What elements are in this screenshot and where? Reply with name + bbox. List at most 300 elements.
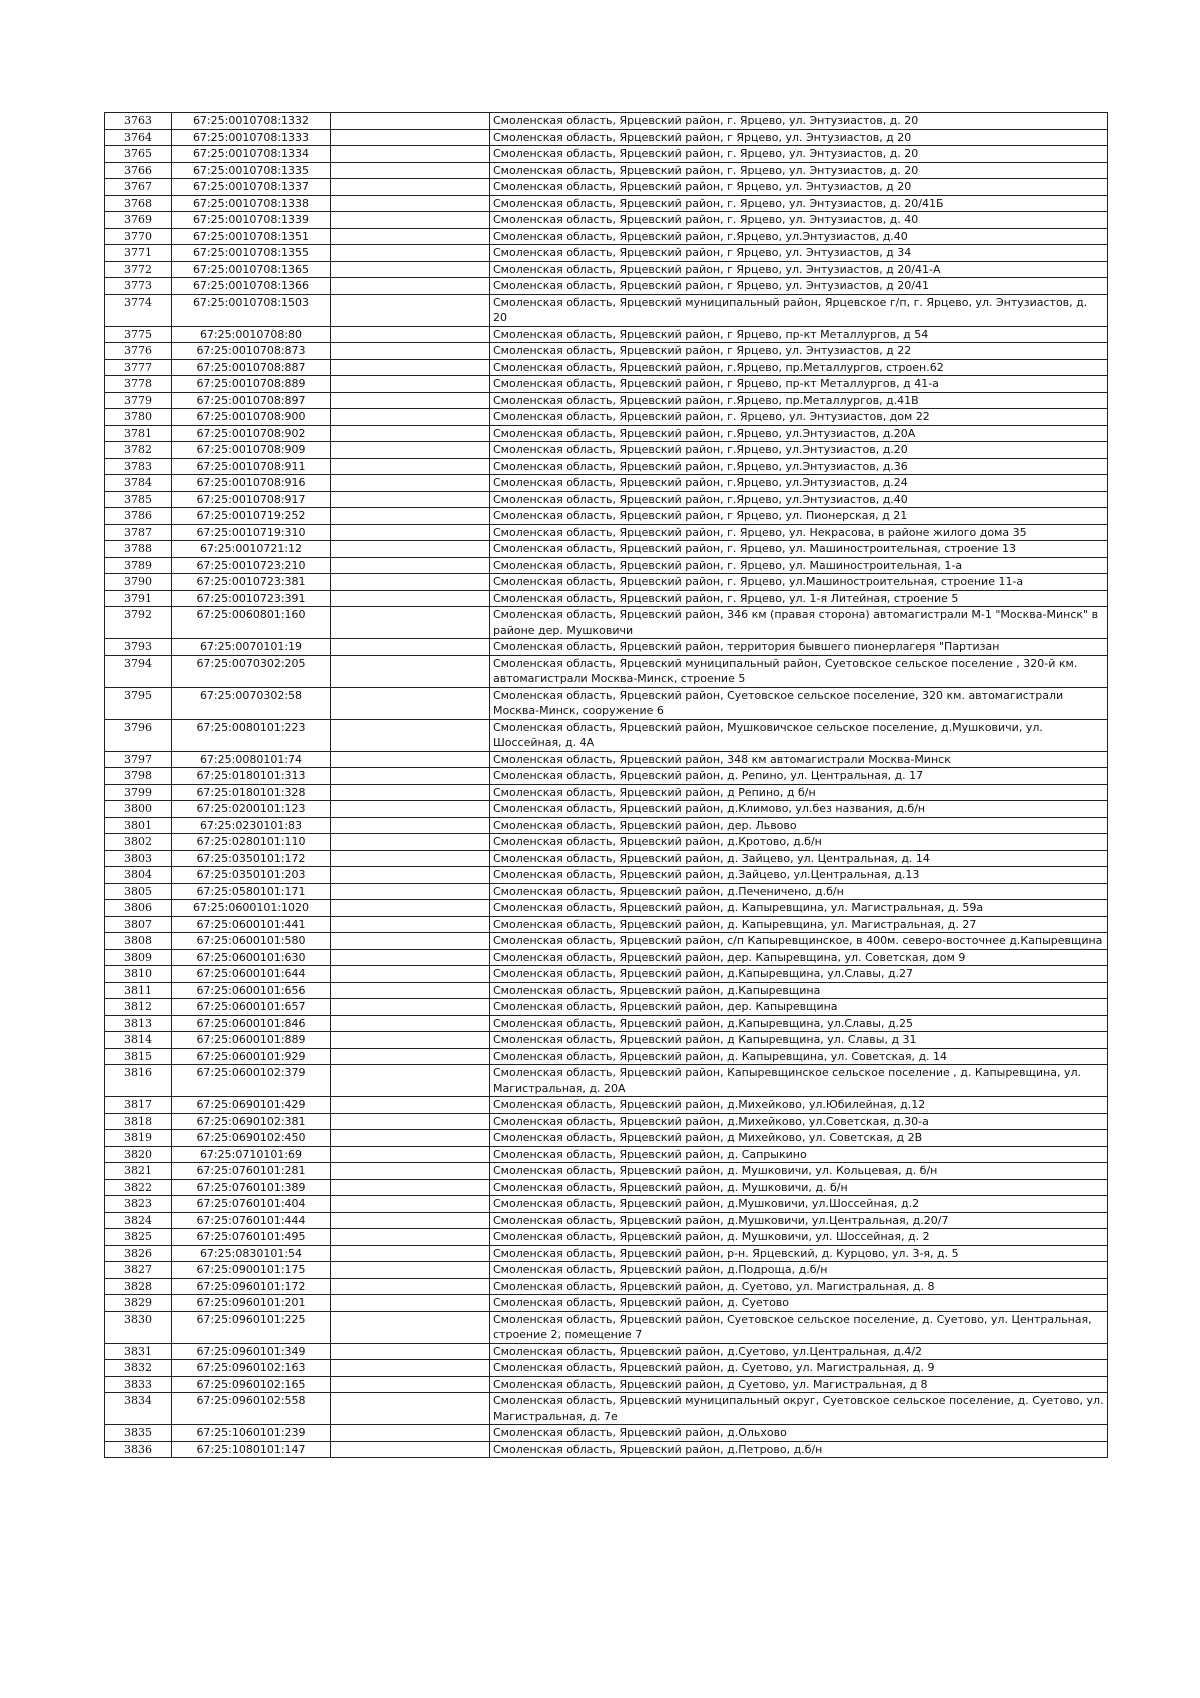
address-cell: Смоленская область, Ярцевский район, г. Ярцево, ул. 1-я Литейная, строение 5	[490, 590, 1108, 607]
address-cell: Смоленская область, Ярцевский район, Суетовское сельское поселение, 320 км. автомагистрали Москва-Минск, сооружение 6	[490, 687, 1108, 719]
row-number-cell: 3795	[105, 687, 172, 719]
address-cell: Смоленская область, Ярцевский район, г Ярцево, пр-кт Металлургов, д 54	[490, 326, 1108, 343]
property-registry-table	[104, 112, 1108, 1458]
row-number-cell: 3828	[105, 1278, 172, 1295]
table-row	[105, 1196, 1108, 1213]
address-cell: Смоленская область, Ярцевский район, д.Капыревщина, ул.Славы, д.25	[490, 1015, 1108, 1032]
address-cell: Смоленская область, Ярцевский муниципальный район, Суетовское сельское поселение , 320-й км. автомагистрали Москва-Минск, строение 5	[490, 655, 1108, 687]
empty-cell	[331, 933, 490, 950]
address-cell: Смоленская область, Ярцевский район, г. Ярцево, ул. Энтузиастов, д. 20	[490, 113, 1108, 130]
cadastral-number-cell: 67:25:0010708:1333	[172, 129, 331, 146]
table-row	[105, 834, 1108, 851]
table-row	[105, 1262, 1108, 1279]
row-number-cell: 3790	[105, 574, 172, 591]
empty-cell	[331, 607, 490, 639]
table-row	[105, 343, 1108, 360]
empty-cell	[331, 1278, 490, 1295]
row-number-cell: 3810	[105, 966, 172, 983]
table-row	[105, 491, 1108, 508]
address-cell: Смоленская область, Ярцевский район, г. Ярцево, ул. Энтузиастов, д. 40	[490, 212, 1108, 229]
row-number-cell: 3765	[105, 146, 172, 163]
empty-cell	[331, 1229, 490, 1246]
cadastral-number-cell: 67:25:0230101:83	[172, 817, 331, 834]
address-cell: Смоленская область, Ярцевский район, г. Ярцево, ул. Некрасова, в районе жилого дома 35	[490, 524, 1108, 541]
cadastral-number-cell: 67:25:0010708:1355	[172, 245, 331, 262]
cadastral-number-cell: 67:25:0600101:580	[172, 933, 331, 950]
cadastral-number-cell: 67:25:0600102:379	[172, 1065, 331, 1097]
address-cell: Смоленская область, Ярцевский район, д.Кротово, д.б/н	[490, 834, 1108, 851]
table-row	[105, 1311, 1108, 1343]
table-row	[105, 1113, 1108, 1130]
cadastral-number-cell: 67:25:0080101:223	[172, 719, 331, 751]
address-cell: Смоленская область, Ярцевский район, р-н. Ярцевский, д. Курцово, ул. 3-я, д. 5	[490, 1245, 1108, 1262]
address-cell: Смоленская область, Ярцевский район, г Ярцево, ул. Энтузиастов, д 34	[490, 245, 1108, 262]
row-number-cell: 3827	[105, 1262, 172, 1279]
cadastral-number-cell: 67:25:0010708:917	[172, 491, 331, 508]
address-cell: Смоленская область, Ярцевский район, г Ярцево, ул. Энтузиастов, д 20/41	[490, 278, 1108, 295]
empty-cell	[331, 1163, 490, 1180]
row-number-cell: 3825	[105, 1229, 172, 1246]
empty-cell	[331, 1262, 490, 1279]
address-cell: Смоленская область, Ярцевский район, д.Мушковичи, ул.Центральная, д.20/7	[490, 1212, 1108, 1229]
cadastral-number-cell: 67:25:0760101:281	[172, 1163, 331, 1180]
cadastral-number-cell: 67:25:0690102:450	[172, 1130, 331, 1147]
address-cell: Смоленская область, Ярцевский район, г.Ярцево, пр.Металлургов, строен.62	[490, 359, 1108, 376]
row-number-cell: 3830	[105, 1311, 172, 1343]
empty-cell	[331, 1048, 490, 1065]
address-cell: Смоленская область, Ярцевский район, Суетовское сельское поселение, д. Суетово, ул. Центральная, строение 2, помещение 7	[490, 1311, 1108, 1343]
cadastral-number-cell: 67:25:0010708:1338	[172, 195, 331, 212]
table-row	[105, 1130, 1108, 1147]
row-number-cell: 3833	[105, 1376, 172, 1393]
table-row	[105, 376, 1108, 393]
table-row	[105, 999, 1108, 1016]
row-number-cell: 3822	[105, 1179, 172, 1196]
address-cell: Смоленская область, Ярцевский район, дер. Капыревщина	[490, 999, 1108, 1016]
empty-cell	[331, 458, 490, 475]
table-row	[105, 1441, 1108, 1458]
cadastral-number-cell: 67:25:0960101:201	[172, 1295, 331, 1312]
row-number-cell: 3798	[105, 768, 172, 785]
row-number-cell: 3804	[105, 867, 172, 884]
row-number-cell: 3826	[105, 1245, 172, 1262]
address-cell: Смоленская область, Ярцевский район, г.Ярцево, ул.Энтузиастов, д.36	[490, 458, 1108, 475]
cadastral-number-cell: 67:25:0580101:171	[172, 883, 331, 900]
row-number-cell: 3793	[105, 639, 172, 656]
empty-cell	[331, 1295, 490, 1312]
address-cell: Смоленская область, Ярцевский район, д.Климово, ул.без названия, д.б/н	[490, 801, 1108, 818]
address-cell: Смоленская область, Ярцевский район, г. Ярцево, ул. Машиностроительная, 1-а	[490, 557, 1108, 574]
table-row	[105, 524, 1108, 541]
empty-cell	[331, 574, 490, 591]
address-cell: Смоленская область, Ярцевский район, д. Мушковичи, д. б/н	[490, 1179, 1108, 1196]
address-cell: Смоленская область, Ярцевский район, Капыревщинское сельское поселение , д. Капыревщина, ул. Магистральная, д. 20А	[490, 1065, 1108, 1097]
empty-cell	[331, 999, 490, 1016]
empty-cell	[331, 392, 490, 409]
empty-cell	[331, 719, 490, 751]
row-number-cell: 3824	[105, 1212, 172, 1229]
table-row	[105, 1376, 1108, 1393]
table-row	[105, 801, 1108, 818]
row-number-cell: 3799	[105, 784, 172, 801]
row-number-cell: 3797	[105, 751, 172, 768]
address-cell: Смоленская область, Ярцевский район, г. Ярцево, ул.Машиностроительная, строение 11-а	[490, 574, 1108, 591]
empty-cell	[331, 475, 490, 492]
row-number-cell: 3781	[105, 425, 172, 442]
address-cell: Смоленская область, Ярцевский район, д.Петрово, д.б/н	[490, 1441, 1108, 1458]
cadastral-number-cell: 67:25:0350101:172	[172, 850, 331, 867]
empty-cell	[331, 425, 490, 442]
registry-table-body	[105, 113, 1108, 1458]
cadastral-number-cell: 67:25:0010723:381	[172, 574, 331, 591]
row-number-cell: 3801	[105, 817, 172, 834]
table-row	[105, 1065, 1108, 1097]
row-number-cell: 3771	[105, 245, 172, 262]
row-number-cell: 3819	[105, 1130, 172, 1147]
cadastral-number-cell: 67:25:0600101:889	[172, 1032, 331, 1049]
table-row	[105, 1360, 1108, 1377]
row-number-cell: 3778	[105, 376, 172, 393]
address-cell: Смоленская область, Ярцевский район, г. Ярцево, ул. Машиностроительная, строение 13	[490, 541, 1108, 558]
cadastral-number-cell: 67:25:0070302:58	[172, 687, 331, 719]
cadastral-number-cell: 67:25:0600101:657	[172, 999, 331, 1016]
table-row	[105, 1015, 1108, 1032]
table-row	[105, 508, 1108, 525]
row-number-cell: 3787	[105, 524, 172, 541]
row-number-cell: 3773	[105, 278, 172, 295]
row-number-cell: 3783	[105, 458, 172, 475]
address-cell: Смоленская область, Ярцевский район, д. Сапрыкино	[490, 1146, 1108, 1163]
address-cell: Смоленская область, Ярцевский район, д. Капыревщина, ул. Советская, д. 14	[490, 1048, 1108, 1065]
address-cell: Смоленская область, Ярцевский район, д.Печеничено, д.б/н	[490, 883, 1108, 900]
address-cell: Смоленская область, Ярцевский район, д. Зайцево, ул. Центральная, д. 14	[490, 850, 1108, 867]
row-number-cell: 3767	[105, 179, 172, 196]
empty-cell	[331, 1245, 490, 1262]
empty-cell	[331, 1179, 490, 1196]
cadastral-number-cell: 67:25:0960101:349	[172, 1343, 331, 1360]
address-cell: Смоленская область, Ярцевский район, д.Зайцево, ул.Центральная, д.13	[490, 867, 1108, 884]
table-row	[105, 392, 1108, 409]
address-cell: Смоленская область, Ярцевский район, г Ярцево, пр-кт Металлургов, д 41-а	[490, 376, 1108, 393]
empty-cell	[331, 179, 490, 196]
empty-cell	[331, 129, 490, 146]
table-row	[105, 541, 1108, 558]
address-cell: Смоленская область, Ярцевский район, д Репино, д б/н	[490, 784, 1108, 801]
cadastral-number-cell: 67:25:0760101:495	[172, 1229, 331, 1246]
row-number-cell: 3785	[105, 491, 172, 508]
table-row	[105, 867, 1108, 884]
table-row	[105, 195, 1108, 212]
table-row	[105, 1229, 1108, 1246]
table-row	[105, 1245, 1108, 1262]
address-cell: Смоленская область, Ярцевский район, д.Суетово, ул.Центральная, д.4/2	[490, 1343, 1108, 1360]
row-number-cell: 3814	[105, 1032, 172, 1049]
empty-cell	[331, 228, 490, 245]
cadastral-number-cell: 67:25:0600101:1020	[172, 900, 331, 917]
row-number-cell: 3791	[105, 590, 172, 607]
cadastral-number-cell: 67:25:0280101:110	[172, 834, 331, 851]
table-row	[105, 475, 1108, 492]
table-row	[105, 278, 1108, 295]
cadastral-number-cell: 67:25:0600101:846	[172, 1015, 331, 1032]
address-cell: Смоленская область, Ярцевский район, дер. Капыревщина, ул. Советская, дом 9	[490, 949, 1108, 966]
empty-cell	[331, 982, 490, 999]
empty-cell	[331, 524, 490, 541]
address-cell: Смоленская область, Ярцевский район, д. Мушковичи, ул. Кольцевая, д. б/н	[490, 1163, 1108, 1180]
empty-cell	[331, 751, 490, 768]
row-number-cell: 3789	[105, 557, 172, 574]
row-number-cell: 3831	[105, 1343, 172, 1360]
empty-cell	[331, 1015, 490, 1032]
address-cell: Смоленская область, Ярцевский район, д. Суетово	[490, 1295, 1108, 1312]
cadastral-number-cell: 67:25:0010708:80	[172, 326, 331, 343]
row-number-cell: 3788	[105, 541, 172, 558]
cadastral-number-cell: 67:25:0180101:313	[172, 768, 331, 785]
cadastral-number-cell: 67:25:0010708:1339	[172, 212, 331, 229]
cadastral-number-cell: 67:25:0010719:252	[172, 508, 331, 525]
empty-cell	[331, 1212, 490, 1229]
table-row	[105, 1425, 1108, 1442]
cadastral-number-cell: 67:25:0830101:54	[172, 1245, 331, 1262]
table-row	[105, 113, 1108, 130]
empty-cell	[331, 817, 490, 834]
cadastral-number-cell: 67:25:0690101:429	[172, 1097, 331, 1114]
empty-cell	[331, 834, 490, 851]
address-cell: Смоленская область, Ярцевский район, д Суетово, ул. Магистральная, д 8	[490, 1376, 1108, 1393]
table-row	[105, 359, 1108, 376]
empty-cell	[331, 1032, 490, 1049]
empty-cell	[331, 784, 490, 801]
table-row	[105, 719, 1108, 751]
table-row	[105, 179, 1108, 196]
table-row	[105, 817, 1108, 834]
address-cell: Смоленская область, Ярцевский муниципальный район, Ярцевское г/п, г. Ярцево, ул. Энтузиастов, д. 20	[490, 294, 1108, 326]
address-cell: Смоленская область, Ярцевский район, д. Капыревщина, ул. Магистральная, д. 27	[490, 916, 1108, 933]
empty-cell	[331, 326, 490, 343]
table-row	[105, 458, 1108, 475]
cadastral-number-cell: 67:25:0760101:404	[172, 1196, 331, 1213]
cadastral-number-cell: 67:25:0080101:74	[172, 751, 331, 768]
table-row	[105, 850, 1108, 867]
empty-cell	[331, 801, 490, 818]
row-number-cell: 3779	[105, 392, 172, 409]
row-number-cell: 3821	[105, 1163, 172, 1180]
address-cell: Смоленская область, Ярцевский район, д. Суетово, ул. Магистральная, д. 8	[490, 1278, 1108, 1295]
cadastral-number-cell: 67:25:0010723:391	[172, 590, 331, 607]
address-cell: Смоленская область, Ярцевский район, г.Ярцево, ул.Энтузиастов, д.40	[490, 491, 1108, 508]
cadastral-number-cell: 67:25:0960101:225	[172, 1311, 331, 1343]
row-number-cell: 3816	[105, 1065, 172, 1097]
cadastral-number-cell: 67:25:0760101:444	[172, 1212, 331, 1229]
table-row	[105, 639, 1108, 656]
empty-cell	[331, 294, 490, 326]
address-cell: Смоленская область, Ярцевский район, г Ярцево, ул. Энтузиастов, д 20	[490, 179, 1108, 196]
empty-cell	[331, 883, 490, 900]
address-cell: Смоленская область, Ярцевский район, д. Репино, ул. Центральная, д. 17	[490, 768, 1108, 785]
row-number-cell: 3808	[105, 933, 172, 950]
empty-cell	[331, 541, 490, 558]
empty-cell	[331, 1065, 490, 1097]
cadastral-number-cell: 67:25:0960102:558	[172, 1393, 331, 1425]
cadastral-number-cell: 67:25:0010708:897	[172, 392, 331, 409]
empty-cell	[331, 343, 490, 360]
row-number-cell: 3792	[105, 607, 172, 639]
cadastral-number-cell: 67:25:0010708:1365	[172, 261, 331, 278]
empty-cell	[331, 409, 490, 426]
cadastral-number-cell: 67:25:0010708:1503	[172, 294, 331, 326]
row-number-cell: 3836	[105, 1441, 172, 1458]
empty-cell	[331, 245, 490, 262]
table-row	[105, 1048, 1108, 1065]
address-cell: Смоленская область, Ярцевский район, д. Капыревщина, ул. Магистральная, д. 59а	[490, 900, 1108, 917]
table-row	[105, 784, 1108, 801]
empty-cell	[331, 768, 490, 785]
table-row	[105, 1179, 1108, 1196]
row-number-cell: 3835	[105, 1425, 172, 1442]
empty-cell	[331, 1393, 490, 1425]
cadastral-number-cell: 67:25:1080101:147	[172, 1441, 331, 1458]
table-row	[105, 949, 1108, 966]
address-cell: Смоленская область, Ярцевский район, г Ярцево, ул. Энтузиастов, д 20	[490, 129, 1108, 146]
row-number-cell: 3763	[105, 113, 172, 130]
table-row	[105, 1212, 1108, 1229]
address-cell: Смоленская область, Ярцевский район, г.Ярцево, ул.Энтузиастов, д.24	[490, 475, 1108, 492]
table-row	[105, 245, 1108, 262]
cadastral-number-cell: 67:25:0010708:887	[172, 359, 331, 376]
table-row	[105, 261, 1108, 278]
table-row	[105, 982, 1108, 999]
table-row	[105, 655, 1108, 687]
empty-cell	[331, 1113, 490, 1130]
empty-cell	[331, 508, 490, 525]
cadastral-number-cell: 67:25:0010708:1351	[172, 228, 331, 245]
empty-cell	[331, 1441, 490, 1458]
empty-cell	[331, 916, 490, 933]
table-row	[105, 326, 1108, 343]
row-number-cell: 3764	[105, 129, 172, 146]
table-row	[105, 574, 1108, 591]
cadastral-number-cell: 67:25:0600101:644	[172, 966, 331, 983]
empty-cell	[331, 557, 490, 574]
empty-cell	[331, 442, 490, 459]
cadastral-number-cell: 67:25:0060801:160	[172, 607, 331, 639]
empty-cell	[331, 359, 490, 376]
address-cell: Смоленская область, Ярцевский район, 346 км (правая сторона) автомагистрали М-1 "Москва-Минск" в районе дер. Мушковичи	[490, 607, 1108, 639]
row-number-cell: 3829	[105, 1295, 172, 1312]
row-number-cell: 3815	[105, 1048, 172, 1065]
cadastral-number-cell: 67:25:0010723:210	[172, 557, 331, 574]
row-number-cell: 3786	[105, 508, 172, 525]
table-row	[105, 557, 1108, 574]
row-number-cell: 3834	[105, 1393, 172, 1425]
cadastral-number-cell: 67:25:0960102:165	[172, 1376, 331, 1393]
table-row	[105, 425, 1108, 442]
empty-cell	[331, 491, 490, 508]
table-row	[105, 1146, 1108, 1163]
row-number-cell: 3818	[105, 1113, 172, 1130]
empty-cell	[331, 1097, 490, 1114]
empty-cell	[331, 655, 490, 687]
cadastral-number-cell: 67:25:0600101:630	[172, 949, 331, 966]
empty-cell	[331, 146, 490, 163]
empty-cell	[331, 867, 490, 884]
table-row	[105, 590, 1108, 607]
table-row	[105, 883, 1108, 900]
row-number-cell: 3768	[105, 195, 172, 212]
address-cell: Смоленская область, Ярцевский район, г. Ярцево, ул. Энтузиастов, д. 20	[490, 146, 1108, 163]
address-cell: Смоленская область, Ярцевский район, д.Ольхово	[490, 1425, 1108, 1442]
row-number-cell: 3803	[105, 850, 172, 867]
row-number-cell: 3796	[105, 719, 172, 751]
cadastral-number-cell: 67:25:0200101:123	[172, 801, 331, 818]
empty-cell	[331, 900, 490, 917]
address-cell: Смоленская область, Ярцевский район, г Ярцево, ул. Энтузиастов, д 22	[490, 343, 1108, 360]
address-cell: Смоленская область, Ярцевский район, д. Мушковичи, ул. Шоссейная, д. 2	[490, 1229, 1108, 1246]
table-row	[105, 442, 1108, 459]
cadastral-number-cell: 67:25:0010708:873	[172, 343, 331, 360]
table-row	[105, 1343, 1108, 1360]
address-cell: Смоленская область, Ярцевский район, г Ярцево, ул. Энтузиастов, д 20/41-А	[490, 261, 1108, 278]
address-cell: Смоленская область, Ярцевский район, г.Ярцево, ул.Энтузиастов, д.40	[490, 228, 1108, 245]
table-row	[105, 916, 1108, 933]
row-number-cell: 3802	[105, 834, 172, 851]
cadastral-number-cell: 67:25:0600101:929	[172, 1048, 331, 1065]
empty-cell	[331, 687, 490, 719]
table-row	[105, 212, 1108, 229]
address-cell: Смоленская область, Ярцевский район, д. Суетово, ул. Магистральная, д. 9	[490, 1360, 1108, 1377]
address-cell: Смоленская область, Ярцевский район, г. Ярцево, ул. Энтузиастов, д. 20/41Б	[490, 195, 1108, 212]
empty-cell	[331, 1311, 490, 1343]
table-row	[105, 294, 1108, 326]
cadastral-number-cell: 67:25:0010708:911	[172, 458, 331, 475]
address-cell: Смоленская область, Ярцевский район, д.Капыревщина	[490, 982, 1108, 999]
row-number-cell: 3776	[105, 343, 172, 360]
cadastral-number-cell: 67:25:0010708:1335	[172, 162, 331, 179]
row-number-cell: 3800	[105, 801, 172, 818]
table-row	[105, 409, 1108, 426]
cadastral-number-cell: 67:25:0010708:909	[172, 442, 331, 459]
empty-cell	[331, 1425, 490, 1442]
cadastral-number-cell: 67:25:0760101:389	[172, 1179, 331, 1196]
cadastral-number-cell: 67:25:0900101:175	[172, 1262, 331, 1279]
address-cell: Смоленская область, Ярцевский район, д Капыревщина, ул. Славы, д 31	[490, 1032, 1108, 1049]
table-row	[105, 900, 1108, 917]
row-number-cell: 3769	[105, 212, 172, 229]
address-cell: Смоленская область, Ярцевский район, г. Ярцево, ул. Энтузиастов, дом 22	[490, 409, 1108, 426]
address-cell: Смоленская область, Ярцевский район, с/п Капыревщинское, в 400м. северо-восточнее д.Капыревщина	[490, 933, 1108, 950]
empty-cell	[331, 966, 490, 983]
row-number-cell: 3805	[105, 883, 172, 900]
cadastral-number-cell: 67:25:1060101:239	[172, 1425, 331, 1442]
address-cell: Смоленская область, Ярцевский район, Мушковичское сельское поселение, д.Мушковичи, ул. Шоссейная, д. 4А	[490, 719, 1108, 751]
empty-cell	[331, 278, 490, 295]
cadastral-number-cell: 67:25:0010708:916	[172, 475, 331, 492]
cadastral-number-cell: 67:25:0010708:1366	[172, 278, 331, 295]
cadastral-number-cell: 67:25:0960102:163	[172, 1360, 331, 1377]
row-number-cell: 3770	[105, 228, 172, 245]
empty-cell	[331, 1376, 490, 1393]
row-number-cell: 3772	[105, 261, 172, 278]
address-cell: Смоленская область, Ярцевский муниципальный округ, Суетовское сельское поселение, д. Суетово, ул. Магистральная, д. 7е	[490, 1393, 1108, 1425]
empty-cell	[331, 195, 490, 212]
row-number-cell: 3806	[105, 900, 172, 917]
table-row	[105, 1393, 1108, 1425]
cadastral-number-cell: 67:25:0010708:902	[172, 425, 331, 442]
address-cell: Смоленская область, Ярцевский район, д.Михейково, ул.Советская, д.30-а	[490, 1113, 1108, 1130]
table-row	[105, 1097, 1108, 1114]
cadastral-number-cell: 67:25:0070302:205	[172, 655, 331, 687]
address-cell: Смоленская область, Ярцевский район, д.Подроща, д.б/н	[490, 1262, 1108, 1279]
